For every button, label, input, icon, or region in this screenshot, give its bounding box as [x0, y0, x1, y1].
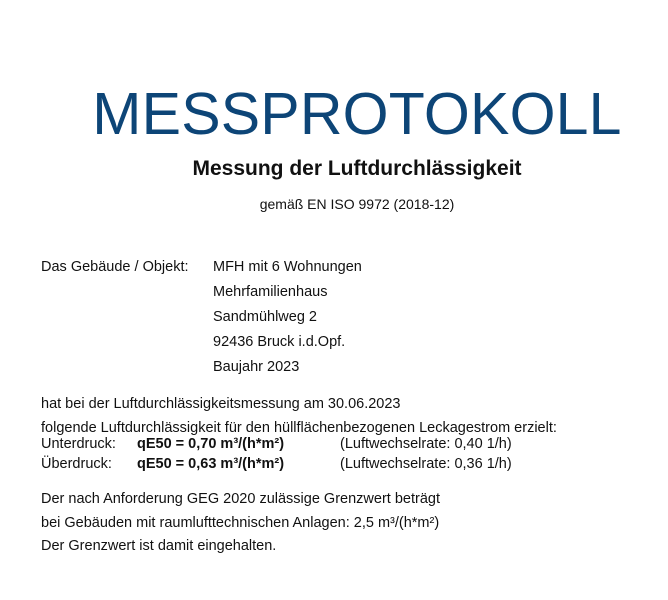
object-city: 92436 Bruck i.d.Opf. [213, 334, 346, 350]
document-title: MESSPROTOKOLL [92, 81, 622, 147]
limit-conclusion: Der Grenzwert ist damit eingehalten. [41, 538, 277, 554]
measurement-value: qE50 = 0,70 m³/(h*m²) [137, 436, 285, 452]
object-year: Baujahr 2023 [213, 359, 300, 375]
document-subtitle: Messung der Luftdurchlässigkeit [192, 157, 522, 180]
result-intro-description: folgende Luftdurchlässigkeit für den hüllflächenbezogenen Leckagestrom erzielt: [41, 420, 557, 436]
norm-reference: gemäß EN ISO 9972 (2018-12) [259, 196, 455, 212]
measurement-value: qE50 = 0,63 m³/(h*m²) [137, 456, 285, 472]
object-street: Sandmühlweg 2 [213, 309, 317, 325]
air-change-rate: (Luftwechselrate: 0,36 1/h) [340, 456, 512, 472]
object-label: Das Gebäude / Objekt: [41, 259, 189, 275]
measurement-label: Überdruck: [41, 456, 112, 472]
measurement-label: Unterdruck: [41, 436, 116, 452]
limit-value: bei Gebäuden mit raumlufttechnischen Anlagen: 2,5 m³/(h*m²) [41, 515, 440, 531]
object-description: MFH mit 6 Wohnungen [213, 259, 362, 275]
result-intro-date: hat bei der Luftdurchlässigkeitsmessung am 30.06.2023 [41, 396, 401, 412]
object-type: Mehrfamilienhaus [213, 284, 328, 300]
air-change-rate: (Luftwechselrate: 0,40 1/h) [340, 436, 512, 452]
limit-statement: Der nach Anforderung GEG 2020 zulässige Grenzwert beträgt [41, 491, 440, 507]
